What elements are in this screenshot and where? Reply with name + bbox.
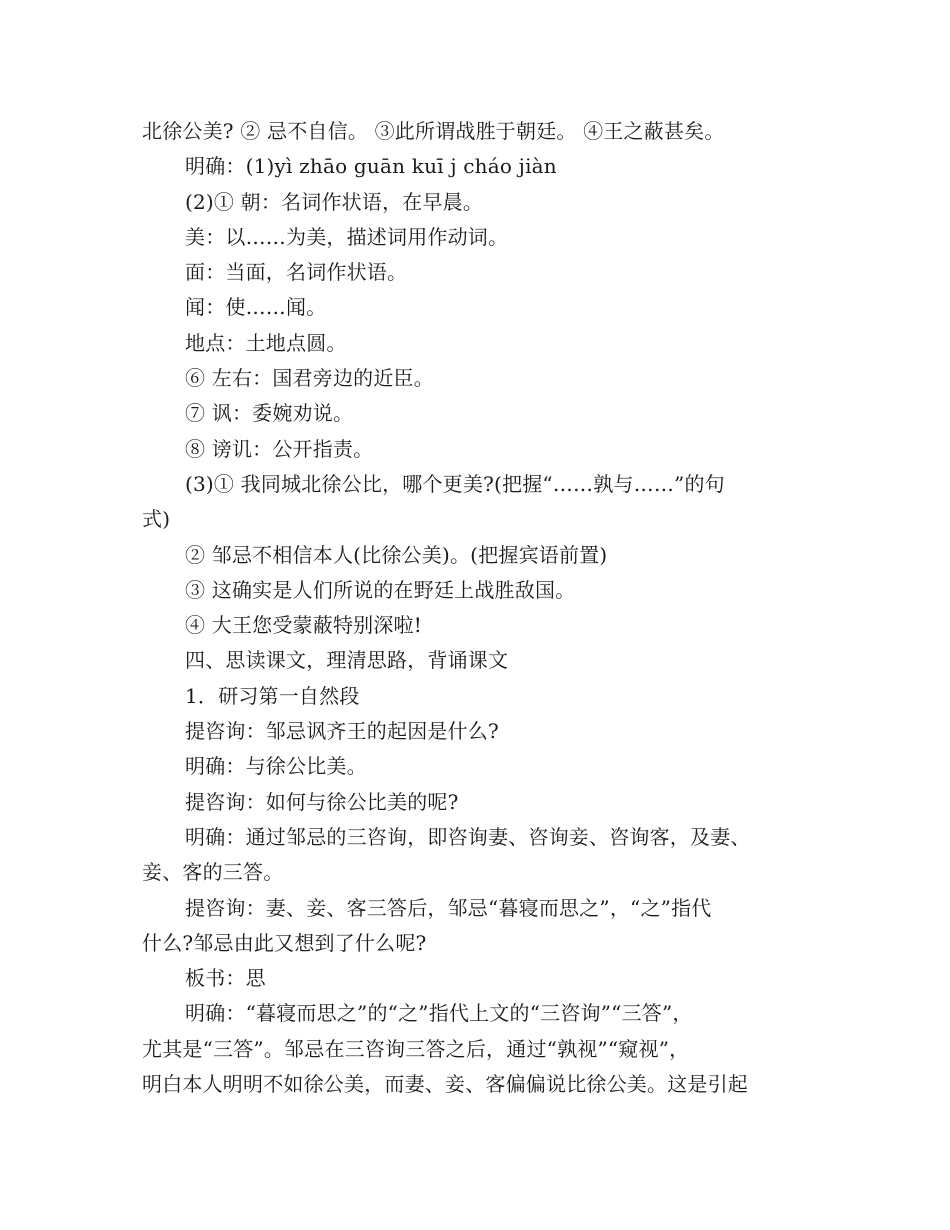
text-line: (3)① 我同城北徐公比，哪个更美?(把握“……孰与……”的句 xyxy=(185,471,725,496)
text-line: 明确：“暮寝而思之”的“之”指代上文的“三咨询”“三答”， xyxy=(185,1001,693,1026)
text-line: 美：以……为美，描述词用作动词。 xyxy=(185,224,509,249)
text-line: 什么?邹忌由此又想到了什么呢? xyxy=(142,930,427,955)
text-line: ⑧ 谤讥：公开指责。 xyxy=(185,436,374,461)
text-line: 妾、客的三答。 xyxy=(142,860,284,885)
text-line: 明确：与徐公比美。 xyxy=(185,754,367,779)
text-line: 提咨询：如何与徐公比美的呢? xyxy=(185,789,459,814)
text-line: ⑥ 左右：国君旁边的近臣。 xyxy=(185,366,434,391)
text-line: 明确：(1)yì zhāo guān kuī j cháo jiàn xyxy=(185,154,557,179)
text-line: ③ 这确实是人们所说的在野廷上战胜敌国。 xyxy=(185,577,576,602)
text-line: 式) xyxy=(142,507,171,532)
text-line: 提咨询：妻、妾、客三答后，邹忌“暮寝而思之”，“之”指代 xyxy=(185,895,712,920)
text-line: 四、思读课文，理清思路，背诵课文 xyxy=(185,648,509,673)
text-line: ⑦ 讽：委婉劝说。 xyxy=(185,401,354,426)
text-line: 明白本人明明不如徐公美，而妻、妾、客偏偏说比徐公美。这是引起 xyxy=(142,1072,748,1097)
text-line: ④ 大王您受蒙蔽特别深啦! xyxy=(185,613,422,638)
text-line: 明确：通过邹忌的三咨询，即咨询妻、咨询妾、咨询客，及妻、 xyxy=(185,824,751,849)
text-line: (2)① 朝：名词作状语，在早晨。 xyxy=(185,189,484,214)
text-line: 闻：使……闻。 xyxy=(185,295,327,320)
text-line: ② 邹忌不相信本人(比徐公美)。(把握宾语前置) xyxy=(185,542,608,567)
text-line: 尤其是“三答”。邹忌在三咨询三答之后，通过“孰视”“窥视”， xyxy=(142,1036,690,1061)
text-line: 提咨询：邹忌讽齐王的起因是什么? xyxy=(185,719,499,744)
text-line: 1．研习第一自然段 xyxy=(185,683,360,708)
text-line: 北徐公美? ② 忌不自信。 ③此所谓战胜于朝廷。 ④王之蔽甚矣。 xyxy=(142,119,725,143)
text-line: 板书：思 xyxy=(185,966,266,991)
document-body xyxy=(142,114,827,1102)
text-line: 地点：土地点圆。 xyxy=(185,330,347,355)
text-line: 面：当面，名词作状语。 xyxy=(185,260,408,285)
